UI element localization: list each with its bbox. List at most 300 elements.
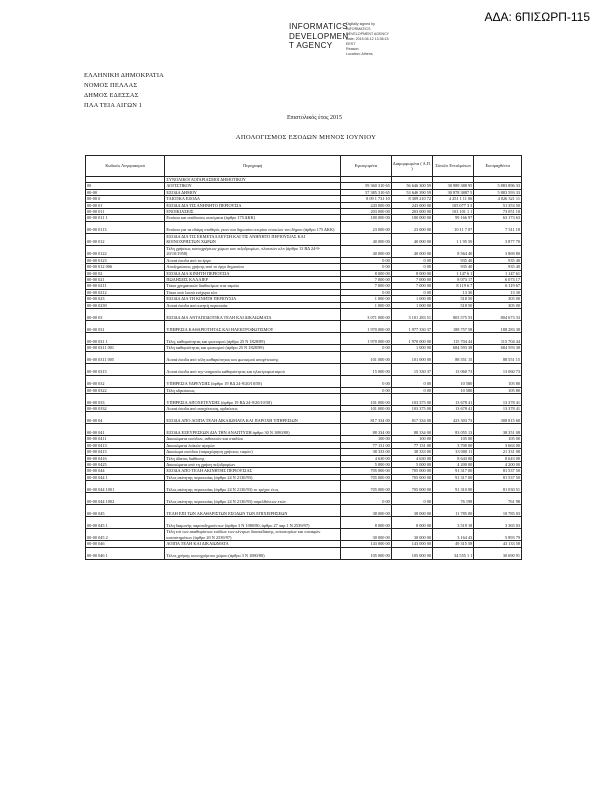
cell-account: 00-00 011 1 xyxy=(86,215,165,221)
cell-account: 00 xyxy=(86,183,165,189)
cell-total-orders: 105 077 3 3 xyxy=(433,202,474,208)
cell-approved: 817 334 00 xyxy=(341,412,392,424)
cell-modified: 705 000 00 xyxy=(391,468,432,474)
cell-approved: 705 000 00 xyxy=(341,474,392,480)
cell-total-orders: 91 317 00 xyxy=(433,468,474,474)
logo-line: T AGENCY xyxy=(289,41,333,50)
signer-logo xyxy=(289,22,349,51)
header-approved: Εγκεκριμένα xyxy=(341,156,392,177)
cell-account: 00-00 044 1001 xyxy=(86,481,165,493)
cell-description: Τέλος χρήσης κοινοχρήστου χώρου (άρθρο 3 Ν 1080/80) xyxy=(165,547,341,559)
cell-approved: 1 000 00 xyxy=(341,296,392,302)
cell-description: Αποζημιώσεις χρήσης από το έργο δημοσίου xyxy=(165,264,341,270)
cell-modified: 15 330 37 xyxy=(391,363,432,375)
cell-description: ΕΞΟΔΑ ΕΞΕΥΡΕΣΕΩΝ ΔΙΑ ΤΗΝ ΑΝΑΠΤΥΞΗ άρθρο 30 Ν 1080/80) xyxy=(165,424,341,436)
cell-modified: 1 000 00 xyxy=(391,296,432,302)
cell-modified: 7 000 00 xyxy=(391,283,432,289)
cell-total-orders: 76 198 xyxy=(433,493,474,505)
cell-approved: 0 00 xyxy=(341,375,392,387)
cell-approved: 7 000 00 xyxy=(341,283,392,289)
cell-modified: 180 000 00 xyxy=(391,215,432,221)
digital-signature-note xyxy=(346,22,389,57)
cell-approved: 5 000 00 xyxy=(341,461,392,467)
cell-approved: 0 00 xyxy=(341,289,392,295)
cell-modified: 105 000 00 xyxy=(391,547,432,559)
cell-collected: 13 060 73 xyxy=(474,363,522,375)
cell-collected: 3 663 00 xyxy=(474,442,522,448)
cell-collected: 81 537 50 xyxy=(474,474,522,480)
header-account: Κωδικός Λογαριασμού xyxy=(86,156,165,177)
cell-collected: 305 00 xyxy=(474,296,522,302)
cell-account: 00-00 045 1 xyxy=(86,517,165,529)
cell-collected: 3 365 03 xyxy=(474,517,522,529)
cell-collected: 105 00 xyxy=(474,436,522,442)
cell-total-orders: 13 060 73 xyxy=(433,363,474,375)
cell-modified: 8 309 210 72 xyxy=(391,196,432,202)
cell-account: 00-00 041 xyxy=(86,424,165,436)
cell-collected: 935 40 xyxy=(474,264,522,270)
document-title: ΑΠΟΛΟΓΙΣΜΟΣ ΕΞΟΔΩΝ ΜΗΝΟΣ ΙΟΥΝΙΟΥ xyxy=(235,134,377,141)
sig-line: Digitally signed by xyxy=(346,22,375,26)
cell-collected: 3 869 80 xyxy=(474,245,522,257)
expenses-table xyxy=(85,155,522,560)
cell-account: 00-00 02 xyxy=(86,270,165,276)
cell-account: 00-00 01 xyxy=(86,202,165,208)
cell-account: 00-00 0411 xyxy=(86,436,165,442)
cell-total-orders: 10 580 xyxy=(433,387,474,393)
cell-account: 00-00 045 xyxy=(86,505,165,517)
cell-description: Τέλη καθαριότητας και φωτισμού (άρθρο 25 Ν 1828/89) xyxy=(165,345,341,351)
cell-approved: 88 334 00 xyxy=(341,424,392,436)
cell-approved: 30 000 00 xyxy=(341,529,392,541)
cell-modified: 243 000 00 xyxy=(391,202,432,208)
cell-total-orders: 518 50 xyxy=(433,296,474,302)
issuer-line: ΠΛΑ ΤΕΙΑ ΑΙΓΩΝ 1 xyxy=(84,102,143,109)
cell-total-orders: 3 700 00 xyxy=(433,442,474,448)
cell-approved: 0 00 xyxy=(341,493,392,505)
table-row xyxy=(86,424,522,436)
cell-account: 00-00 011 xyxy=(86,209,165,215)
cell-total-orders: 33 000 11 xyxy=(433,449,474,455)
cell-account: 00-00 0122 xyxy=(86,245,165,257)
cell-description: Λοιπά έσοδα από τέλη καθαριότητας και φωτισμού αποχέτευσης xyxy=(165,351,341,363)
cell-total-orders: 8 073 17 xyxy=(433,277,474,283)
cell-account: 00-00 0212 xyxy=(86,289,165,295)
cell-total-orders: 3 164 43 xyxy=(433,529,474,541)
table-row xyxy=(86,233,522,245)
cell-approved: 3 071 000 00 xyxy=(341,309,392,321)
cell-approved: 38 333 00 xyxy=(341,449,392,455)
cell-total-orders: 188 757 58 xyxy=(433,321,474,333)
cell-total-orders: 105 00 xyxy=(433,436,474,442)
cell-total-orders: 13 30 xyxy=(433,289,474,295)
logo-line: DEVELOPMEN xyxy=(289,31,349,41)
cell-total-orders: 91 310 00 xyxy=(433,481,474,493)
cell-modified: 705 000 00 xyxy=(391,474,432,480)
table-row xyxy=(86,351,522,363)
cell-approved: 7 000 00 xyxy=(341,277,392,283)
cell-total-orders: 88 551 15 xyxy=(433,351,474,363)
cell-modified: 7 000 00 xyxy=(391,277,432,283)
cell-collected: 6 119 67 xyxy=(474,283,522,289)
cell-modified: 38 000 00 xyxy=(391,505,432,517)
cell-description: Ενοίκια για τα εδάφη σταθερά, γεων και δημοσίου κτιρίου ενοικίων του δήμου (άρθρο 175 ΔΚΚ) xyxy=(165,221,341,233)
cell-approved: 40 000 00 xyxy=(341,245,392,257)
cell-collected: 13 378 41 xyxy=(474,405,522,411)
cell-collected: 5 893 79 xyxy=(474,529,522,541)
cell-approved: 100 00 xyxy=(341,436,392,442)
cell-approved: 705 000 00 xyxy=(341,481,392,493)
table-row xyxy=(86,547,522,559)
cell-collected: 935 40 xyxy=(474,257,522,263)
cell-approved: 8 000 00 xyxy=(341,270,392,276)
cell-modified: 5 000 00 xyxy=(391,461,432,467)
cell-collected: 4 026 321 11 xyxy=(474,196,522,202)
cell-collected: 115 704 44 xyxy=(474,333,522,345)
cell-approved: 0 00 xyxy=(341,345,392,351)
cell-description: ΕΝΟΙΚΙΑΣΕΙΣ xyxy=(165,209,341,215)
issuer-line: ΝΟΜΟΣ ΠΕΛΛΑΣ xyxy=(84,82,138,89)
cell-total-orders: 684 593 38 xyxy=(433,345,474,351)
cell-collected: 1 147 61 xyxy=(474,270,522,276)
cell-approved: 0 00 xyxy=(341,387,392,393)
cell-collected: 38 351 08 xyxy=(474,424,522,436)
cell-description: Τέλη διαμονής παρεπιδημούντων (άρθρο 3 Ν 1080/80, άρθρο 27 παρ 1 Ν 2539/97) xyxy=(165,517,341,529)
cell-description: ΥΠΗΡΕΣΙΑ ΚΑΘΑΡΙΟΤΗΤΑΣ ΚΑΙ ΗΛΕΚΤΡΟΦΩΤΙΣΜΟΥ xyxy=(165,321,341,333)
cell-total-orders: 1 1 95 50 xyxy=(433,233,474,245)
cell-modified: 40 000 00 xyxy=(391,245,432,257)
cell-collected: 10 785 03 xyxy=(474,505,522,517)
cell-account: 00-00 0416 xyxy=(86,455,165,461)
cell-account: 00-00 044 xyxy=(86,468,165,474)
cell-collected: 43 133 58 xyxy=(474,541,522,547)
cell-account: 00-00 012 006 xyxy=(86,264,165,270)
cell-account: 00-00 046 xyxy=(86,541,165,547)
cell-account: 00-00 0211 xyxy=(86,283,165,289)
table-row xyxy=(86,309,522,321)
cell-total-orders: 1 147 6 1 xyxy=(433,270,474,276)
cell-modified: 203 000 00 xyxy=(391,209,432,215)
cell-description: Τέλη χρήσεως κοινοχρήστων χώρων και πεζοδρομίων, πλατειών κλπ (άρθρο 13 ΒΔ 24-9-20/10/1958) xyxy=(165,245,341,257)
cell-description: ΕΞΟΔΑ ΔΙΑ ΚΙΝΗΤΗ ΠΕΡΙΟΥΣΙΑ xyxy=(165,270,341,276)
cell-total-orders: 4 200 00 xyxy=(433,461,474,467)
cell-total-orders: 935 40 xyxy=(433,264,474,270)
cell-account: 00-00 045 2 xyxy=(86,529,165,541)
cell-total-orders: 91 317 00 xyxy=(433,474,474,480)
cell-account: 00-00 021 xyxy=(86,277,165,283)
cell-total-orders: 10 580 xyxy=(433,375,474,387)
cell-description: ΕΞΟΔΑ ΔΙΑ ΤΙΣ ΕΚΜΕΤΑΛΛΕΥΣΗ ΚΑΙ ΤΙΣ ΑΝΗΝΗΤΟ ΠΕΡΙΟΥΣΙΑΣ ΚΑΙ ΚΟΙΝΟΧΡΗΣΤΩΝ ΧΩΡΩΝ xyxy=(165,233,341,245)
table-row xyxy=(86,333,522,345)
cell-account: 00-00 0113 xyxy=(86,221,165,233)
ada-code: ΑΔΑ: 6ΠΙΣΩΡΠ-115 xyxy=(484,10,590,24)
cell-modified: 40 000 00 xyxy=(391,233,432,245)
header-description: Περιγραφή xyxy=(165,156,341,177)
cell-approved: 203 000 00 xyxy=(341,209,392,215)
table-row xyxy=(86,363,522,375)
cell-approved: 143 000 00 xyxy=(341,541,392,547)
cell-total-orders: 10 11 7 07 xyxy=(433,221,474,233)
cell-total-orders: 935 40 xyxy=(433,257,474,263)
cell-approved: 15 000 00 xyxy=(341,363,392,375)
cell-collected: 7 311 18 xyxy=(474,221,522,233)
cell-account: 00-00 xyxy=(86,189,165,195)
cell-account: 00-00 0 xyxy=(86,196,165,202)
cell-modified: 38 333 00 xyxy=(391,449,432,455)
cell-account: 00-00 0311 005 xyxy=(86,351,165,363)
cell-description: ΛΟΓΙΣΤΙΚΟΥ xyxy=(165,183,341,189)
cell-account: 00-00 023 xyxy=(86,296,165,302)
cell-description: ΕΞΟΔΑ ΔΙΑ ΤΙΣ ΑΝΗΝΗΤΟ ΠΕΡΙΟΥΣΙΑ xyxy=(165,202,341,208)
cell-total-orders: 4 251 1 11 06 xyxy=(433,196,474,202)
fiscal-year: Επιστολικός έτος 2015 xyxy=(287,115,342,121)
cell-modified: 705 000 00 xyxy=(391,481,432,493)
cell-account: 00-00 0311 001 xyxy=(86,345,165,351)
cell-total-orders: 8 643 00 xyxy=(433,455,474,461)
cell-modified: 0 00 xyxy=(391,375,432,387)
cell-total-orders: 30 878 3887 5 xyxy=(433,189,474,195)
cell-modified: 77 131 00 xyxy=(391,442,432,448)
cell-description: Τέλη επί των ακαθαρίστων εσόδων των κέντρων διασκέδασης, εστιατορίων και συναφών καταστημάτων (άρθρο 20 Ν 2539/97) xyxy=(165,529,341,541)
cell-modified: 1 977 330 37 xyxy=(391,321,432,333)
cell-approved: 59 360 310 65 xyxy=(341,183,392,189)
table-row xyxy=(86,321,522,333)
issuer-line: ΕΛΛΗΝΙΚΗ ΔΗΜΟΚΡΑΤΙΑ xyxy=(84,72,164,79)
cell-collected: 81 537 50 xyxy=(474,468,522,474)
cell-modified: 1 000 00 xyxy=(391,345,432,351)
cell-collected: 684 593 38 xyxy=(474,345,522,351)
cell-collected: 5 883 593 33 xyxy=(474,189,522,195)
cell-approved: 101 000 00 xyxy=(341,405,392,411)
cell-collected: 105 80 xyxy=(474,375,522,387)
table-row xyxy=(86,493,522,505)
cell-collected: 6 073 17 xyxy=(474,277,522,283)
table-row xyxy=(86,375,522,387)
cell-collected: 305 00 xyxy=(474,302,522,308)
cell-total-orders: 3 519 18 xyxy=(433,517,474,529)
header-collected: Εισπραχθέντα xyxy=(474,156,522,177)
cell-collected: 308 815 60 xyxy=(474,412,522,424)
cell-account: 00-00 0425 xyxy=(86,461,165,467)
cell-modified: 53 646 390 59 xyxy=(391,189,432,195)
cell-approved: 8 09 1 731 10 xyxy=(341,196,392,202)
table-body xyxy=(86,177,522,560)
cell-description: ΤΑΚΤΙΚΑ ΕΞΟΔΑ xyxy=(165,196,341,202)
cell-approved: 1 970 000 00 xyxy=(341,333,392,345)
cell-approved: 101 000 00 xyxy=(341,351,392,363)
cell-description: ΥΠΗΡΕΣΙΑ ΥΔΡΕΥΣΗΣ (άρθρο 19 ΒΔ 24-9/20/10/58) xyxy=(165,375,341,387)
cell-approved: 40 000 00 xyxy=(341,233,392,245)
cell-account: 00-00 0413 xyxy=(86,442,165,448)
cell-description: Δικαιώματα εισόδων, αιθουσών και σταδίου xyxy=(165,436,341,442)
cell-modified: 1 000 00 xyxy=(391,302,432,308)
cell-account: 00-00 04 xyxy=(86,412,165,424)
cell-total-orders: 8 564 40 xyxy=(433,245,474,257)
cell-approved: 243 000 00 xyxy=(341,202,392,208)
cell-description: ΕΞΟΔΑ ΑΠΟ ΤΕΛΗ ΑΚΙΝΗΤΗΣ ΠΕΡΙΟΥΣΙΑΣ xyxy=(165,468,341,474)
logo-line: INFORMATICS xyxy=(289,22,348,31)
cell-collected: 8 643 00 xyxy=(474,455,522,461)
sig-line: DEVELOPMENT AGENCY xyxy=(346,32,390,36)
cell-modified: 8 000 00 xyxy=(391,270,432,276)
cell-modified: 8 000 00 xyxy=(391,517,432,529)
cell-collected: 4 200 00 xyxy=(474,461,522,467)
table-row xyxy=(86,517,522,529)
cell-description: Λοιπά έσοδα από αποχέτευση, αρδεύσεις xyxy=(165,405,341,411)
cell-description: ΕΞΟΔΑ ΔΗΜΟΥ xyxy=(165,189,341,195)
cell-account: 00-00 03 xyxy=(86,309,165,321)
cell-approved: 1 000 00 xyxy=(341,302,392,308)
cell-description: Τόκοι από λοιπά ενέχυρα κλπ xyxy=(165,289,341,295)
cell-collected: 81 030 51 xyxy=(474,481,522,493)
cell-approved: 180 000 00 xyxy=(341,215,392,221)
cell-collected: 105 80 xyxy=(474,387,522,393)
cell-description: Τέλη υδρεύσεως xyxy=(165,387,341,393)
cell-description: ΛΟΙΠΑ ΤΕΛΗ ΚΑΙ ΔΙΚΑΙΩΜΑΤΑ xyxy=(165,541,341,547)
cell-account: 00-00 033 xyxy=(86,393,165,405)
cell-account: 00-00 046 1 xyxy=(86,547,165,559)
cell-total-orders: 13 678 41 xyxy=(433,393,474,405)
header-modified: Διαμορφωμένα ( Α.Π. ) xyxy=(391,156,432,177)
table-row xyxy=(86,529,522,541)
cell-modified: 0 00 xyxy=(391,387,432,393)
header-total-orders: Σύνολο Ενταλμάτων xyxy=(433,156,474,177)
cell-description: Τέλη, καθαριότητας και φωτισμού (άρθρο 25 Ν 1828/89) xyxy=(165,333,341,345)
cell-total-orders: 34 555 1 1 xyxy=(433,547,474,559)
cell-total-orders: 115 704 44 xyxy=(433,333,474,345)
cell-account: 00-00 044 1 xyxy=(86,474,165,480)
cell-approved: 8 000 00 xyxy=(341,517,392,529)
table-header-row xyxy=(86,156,522,177)
cell-collected: 13 30 xyxy=(474,289,522,295)
table-row xyxy=(86,221,522,233)
cell-collected: 3 877 70 xyxy=(474,233,522,245)
cell-account: 00-00 0322 xyxy=(86,387,165,393)
cell-modified: 143 000 00 xyxy=(391,541,432,547)
cell-description: ΕΞΟΔΑ ΔΙΑ ΑΝΤΑΠΟΔΟΤΙΚΑ ΤΕΛΗ ΚΑΙ ΔΙΚΑΙΩΜΑΤΑ xyxy=(165,309,341,321)
cell-collected: 13 378 41 xyxy=(474,393,522,405)
cell-total-orders: 803 575 53 xyxy=(433,309,474,321)
cell-account: 00-00 0239 xyxy=(86,302,165,308)
cell-modified: 0 00 xyxy=(391,264,432,270)
sig-line: Location: Athens xyxy=(346,52,373,56)
cell-description: ΤΕΛΗ ΕΠΙ ΤΩΝ ΑΚΑΘΑΡΙΣΤΩΝ ΕΣΟΔΩΝ ΤΩΝ ΕΠΙΧΕΙΡΗΣΕΩΝ xyxy=(165,505,341,517)
sig-line: Reason: xyxy=(346,47,360,51)
cell-modified: 0 00 xyxy=(391,493,432,505)
table-row xyxy=(86,393,522,405)
cell-collected: 21 331 08 xyxy=(474,449,522,455)
cell-collected: 761 98 xyxy=(474,493,522,505)
cell-account: 00-00 031 xyxy=(86,321,165,333)
cell-modified: 1 970 000 00 xyxy=(391,333,432,345)
cell-total-orders: 83 055 13 xyxy=(433,424,474,436)
cell-approved: 101 000 00 xyxy=(341,393,392,405)
cell-collected: 5 883 896 33 xyxy=(474,183,522,189)
cell-total-orders: 11 785 00 xyxy=(433,505,474,517)
cell-description: Τόκοι χρηματικών διαθεσίμων στα ταμεία xyxy=(165,283,341,289)
cell-collected: 804 673 33 xyxy=(474,309,522,321)
cell-description: ΥΠΗΡΕΣΙΑ ΑΠΟΧΕΤΕΥΣΗΣ (άρθρο 19 ΒΔ 24-9/20/10/58) xyxy=(165,393,341,405)
cell-modified: 101 000 00 xyxy=(391,351,432,363)
cell-account: 00-00 032 xyxy=(86,375,165,387)
cell-total-orders: 49 315 58 xyxy=(433,541,474,547)
cell-approved: 1 970 000 00 xyxy=(341,321,392,333)
table-row xyxy=(86,505,522,517)
cell-approved: 0 00 xyxy=(341,264,392,270)
cell-total-orders: 13 678 41 xyxy=(433,405,474,411)
cell-description: Δικαιώματα λαϊκών αγορών xyxy=(165,442,341,448)
cell-approved: 77 131 00 xyxy=(341,442,392,448)
cell-account: 00-00 0415 xyxy=(86,449,165,455)
cell-approved: 4 630 00 xyxy=(341,455,392,461)
issuer-line: ΔΗΜΟΣ ΕΔΕΣΣΑΣ xyxy=(84,92,139,99)
cell-description: Τέλη ύδατος διάθεσης xyxy=(165,455,341,461)
cell-account: 00-00 012 xyxy=(86,233,165,245)
cell-modified: 23 000 00 xyxy=(391,221,432,233)
table-row xyxy=(86,481,522,493)
cell-description: Δικαιώματα από τη χρήση πεζοδρομίων xyxy=(165,461,341,467)
cell-modified: 30 000 00 xyxy=(391,529,432,541)
cell-modified: 817 334 00 xyxy=(391,412,432,424)
cell-description: Τέλος ακίνητης περιουσίας (άρθρο 24 Ν 2130/93) xyxy=(165,474,341,480)
cell-description: ΕΞΟΔΑ ΔΙΑ ΤΗ ΚΙΝΗΤΗ ΠΕΡΙΟΥΣΙΑ xyxy=(165,296,341,302)
cell-description: Λοιπά έσοδα από τα έργα xyxy=(165,257,341,263)
cell-total-orders: 518 50 xyxy=(433,302,474,308)
cell-approved: 23 000 00 xyxy=(341,221,392,233)
cell-modified: 4 630 00 xyxy=(391,455,432,461)
cell-description: ΠΩΛΗΣΕΙΣ ΚΑΛΛΙΕΡ xyxy=(165,277,341,283)
cell-collected: 188 283 38 xyxy=(474,321,522,333)
cell-modified: 3 101 283 51 xyxy=(391,309,432,321)
cell-description: Τέλος ακίνητης περιουσίας (άρθρο 24 Ν 2130/93) το τρέχον έτος xyxy=(165,481,341,493)
cell-approved: 0 00 xyxy=(341,257,392,263)
cell-collected: 73 051 18 xyxy=(474,209,522,215)
cell-collected: 30 690 91 xyxy=(474,547,522,559)
cell-account: 00-00 044 1002 xyxy=(86,493,165,505)
sig-line: INFORMATICS xyxy=(346,27,371,31)
cell-modified: 103 375 00 xyxy=(391,393,432,405)
cell-description: ΣΥΝΟΛΙΚΟΙ ΛΟΓΑΡΙΑΣΜΟΙ ΔΗΜΟΤΙΚΟΥ xyxy=(165,177,341,183)
sig-line: EEST xyxy=(346,42,356,46)
cell-total-orders: 8 119 6 7 xyxy=(433,283,474,289)
cell-total-orders: 99 166 97 xyxy=(433,215,474,221)
cell-approved: 57 385 310 65 xyxy=(341,189,392,195)
cell-modified: 100 00 xyxy=(391,436,432,442)
cell-modified: 56 646 300 59 xyxy=(391,183,432,189)
cell-modified: 103 375 00 xyxy=(391,405,432,411)
cell-collected: 63 173 63 xyxy=(474,215,522,221)
cell-description: ΕΞΟΔΑ ΑΠΟ ΛΟΙΠΑ ΤΕΛΗ ΔΙΚΑΙΩΜΑΤΑ ΚΑΙ ΠΑΡΟΧΗ ΥΠΗΡΕΣΙΩΝ xyxy=(165,412,341,424)
cell-collected: 88 551 15 xyxy=(474,351,522,363)
cell-description: Ενοίκια και απόδοσεις αυτόματα (άρθρο 175 ΔΚΚ) xyxy=(165,215,341,221)
cell-description: Λοιπά έσοδα από κινητή περιουσία xyxy=(165,302,341,308)
cell-modified: 0 00 xyxy=(391,257,432,263)
cell-description: Λοιπά έσοδα από την υπηρεσία καθαριότητας και ηλεκτροφωτισμού xyxy=(165,363,341,375)
cell-description: Τέλος ακίνητης περιουσίας (άρθρο 24 Ν 2130/93) παρελθόντων ετών xyxy=(165,493,341,505)
cell-total-orders: 103 101 1 1 xyxy=(433,209,474,215)
cell-approved: 705 000 00 xyxy=(341,468,392,474)
cell-modified: 0 00 xyxy=(391,289,432,295)
issuer-block xyxy=(84,71,164,111)
cell-collected: 51 353 50 xyxy=(474,202,522,208)
cell-description: Δικαίωμα εισόδου (παραχώρηση χρήσεως ταφών) xyxy=(165,449,341,455)
cell-approved: 38 000 00 xyxy=(341,505,392,517)
cell-total-orders: 423 303 73 xyxy=(433,412,474,424)
table-row xyxy=(86,412,522,424)
cell-account: 00-00 031 1 xyxy=(86,333,165,345)
cell-account: 00-00 0123 xyxy=(86,257,165,263)
cell-modified: 88 334 00 xyxy=(391,424,432,436)
